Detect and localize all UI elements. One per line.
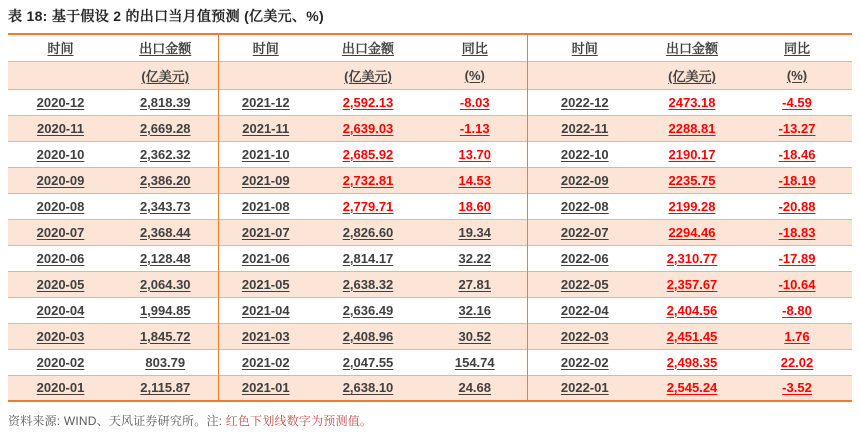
cell-amount-value: 2235.75 [668, 172, 716, 188]
cell-yoy [742, 219, 852, 245]
cell-time-value: 2022-08 [560, 198, 609, 214]
cell-yoy-value: 27.81 [458, 276, 492, 292]
cell-amount-value: 2,592.13 [342, 94, 394, 110]
cell-time-value: 2022-12 [560, 94, 609, 110]
cell-amount [642, 271, 742, 297]
cell-time [527, 141, 642, 167]
cell-time-value: 2020-11 [37, 120, 84, 136]
cell-time [527, 167, 642, 193]
cell-yoy [742, 141, 852, 167]
cell-amount-value: 2,362.32 [139, 146, 191, 162]
unit-yoy-3: (%) [742, 61, 852, 89]
header-row-labels [8, 34, 852, 61]
cell-time-value: 2022-04 [560, 302, 609, 318]
cell-amount [642, 141, 742, 167]
cell-amount-value: 2,343.73 [139, 198, 191, 214]
table-row [8, 89, 852, 115]
cell-amount-value: 2,064.30 [139, 276, 191, 292]
cell-amount [642, 375, 742, 401]
table-header [8, 34, 852, 89]
cell-yoy-value: -18.19 [778, 172, 816, 188]
cell-time-value: 2020-02 [36, 354, 85, 370]
forecast-table-body [8, 89, 852, 401]
cell-time [527, 349, 642, 375]
cell-amount [313, 193, 423, 219]
cell-time-value: 2022-09 [560, 172, 609, 188]
cell-amount [642, 245, 742, 271]
cell-yoy-value: 19.34 [458, 224, 492, 240]
cell-yoy [423, 141, 527, 167]
cell-time-value: 2021-02 [241, 354, 290, 370]
cell-yoy-value: 32.16 [458, 302, 492, 318]
cell-time [218, 323, 313, 349]
cell-yoy-value: 154.74 [454, 354, 495, 370]
table-row [8, 115, 852, 141]
cell-time [218, 245, 313, 271]
cell-amount-value: 2,818.39 [139, 94, 191, 110]
cell-time-value: 2021-01 [241, 380, 290, 396]
cell-yoy [742, 375, 852, 401]
cell-yoy-value: 22.02 [780, 354, 814, 370]
cell-amount-value: 2,386.20 [139, 172, 191, 188]
header-amount-1: 出口金额 [113, 34, 218, 61]
header-amount-2: 出口金额 [313, 34, 423, 61]
cell-time-value: 2021-09 [241, 172, 290, 188]
cell-amount-value: 2,368.44 [139, 224, 191, 240]
table-row [8, 297, 852, 323]
cell-yoy [742, 297, 852, 323]
cell-time-value: 2022-01 [560, 380, 609, 396]
cell-time-value: 2021-03 [241, 328, 290, 344]
cell-time [218, 115, 313, 141]
cell-amount [313, 349, 423, 375]
cell-yoy-value: -20.88 [778, 198, 816, 214]
cell-yoy-value: -17.89 [778, 250, 816, 266]
table-row [8, 271, 852, 297]
cell-time-value: 2022-07 [560, 224, 609, 240]
cell-time-value: 2021-05 [241, 276, 290, 292]
cell-time [527, 115, 642, 141]
cell-amount [313, 245, 423, 271]
cell-yoy-value: -3.52 [782, 380, 812, 396]
cell-yoy-value: 13.70 [458, 146, 492, 162]
cell-time-value: 2021-04 [241, 302, 290, 318]
cell-amount [642, 167, 742, 193]
unit-amount-3: (亿美元) [642, 61, 742, 89]
cell-amount-value: 2,047.55 [342, 354, 394, 370]
cell-amount [313, 271, 423, 297]
cell-yoy-value: -1.13 [459, 120, 490, 136]
cell-yoy [423, 167, 527, 193]
cell-yoy-value: 32.22 [458, 250, 492, 266]
table-row [8, 375, 852, 401]
cell-yoy [742, 271, 852, 297]
cell-time [218, 141, 313, 167]
cell-yoy-value: 24.68 [458, 380, 492, 396]
cell-time [8, 193, 113, 219]
cell-amount [313, 141, 423, 167]
cell-yoy-value: -4.59 [782, 94, 812, 110]
cell-amount [113, 89, 218, 115]
cell-yoy-value: -8.03 [459, 94, 490, 110]
cell-time [527, 89, 642, 115]
cell-amount-value: 2,498.35 [666, 354, 718, 370]
cell-time [218, 167, 313, 193]
cell-amount-value: 2,310.77 [666, 250, 718, 266]
source-text: 资料来源: WIND、天风证券研究所。注: [8, 414, 226, 428]
cell-amount-value: 2,545.24 [666, 380, 718, 396]
cell-yoy-value: 1.76 [784, 328, 810, 344]
cell-time-value: 2020-06 [36, 250, 85, 266]
cell-amount-value: 2,732.81 [342, 172, 394, 188]
cell-time-value: 2021-12 [241, 94, 290, 110]
cell-amount [113, 297, 218, 323]
cell-time-value: 2021-10 [241, 146, 290, 162]
cell-time-value: 2022-06 [560, 250, 609, 266]
cell-amount-value: 803.79 [145, 354, 186, 370]
cell-amount-value: 2,357.67 [666, 276, 718, 292]
cell-time-value: 2022-10 [560, 146, 609, 162]
cell-amount [113, 167, 218, 193]
header-time-3: 时间 [527, 34, 642, 61]
cell-time [527, 245, 642, 271]
header-yoy-2: 同比 [423, 34, 527, 61]
cell-amount-value: 2,826.60 [342, 224, 394, 240]
cell-yoy [423, 245, 527, 271]
note-text: 红色下划线数字为预测值。 [225, 414, 373, 428]
cell-yoy [423, 115, 527, 141]
cell-yoy [742, 245, 852, 271]
table-row [8, 219, 852, 245]
cell-amount [642, 89, 742, 115]
cell-amount [313, 167, 423, 193]
cell-time [527, 297, 642, 323]
cell-amount-value: 2,115.87 [140, 380, 191, 396]
cell-amount-value: 2,779.71 [342, 198, 394, 214]
cell-amount-value: 2,636.49 [342, 302, 394, 318]
cell-amount-value: 2190.17 [668, 146, 716, 162]
cell-amount-value: 2,639.03 [342, 120, 394, 136]
cell-time [218, 271, 313, 297]
cell-amount [113, 219, 218, 245]
cell-yoy-value: -18.46 [778, 146, 816, 162]
cell-amount [313, 219, 423, 245]
cell-time [8, 245, 113, 271]
cell-yoy [423, 271, 527, 297]
cell-time [218, 349, 313, 375]
unit-blank-2 [218, 61, 313, 89]
cell-time-value: 2020-08 [36, 198, 85, 214]
cell-yoy [423, 89, 527, 115]
cell-yoy-value: -8.80 [782, 302, 812, 318]
cell-time [8, 297, 113, 323]
cell-time-value: 2020-03 [36, 328, 85, 344]
cell-time-value: 2020-05 [36, 276, 85, 292]
cell-time-value: 2021-07 [241, 224, 290, 240]
header-amount-3: 出口金额 [642, 34, 742, 61]
cell-yoy [423, 349, 527, 375]
cell-amount [642, 349, 742, 375]
cell-amount-value: 2,408.96 [342, 328, 394, 344]
cell-amount-value: 2473.18 [668, 94, 716, 110]
table-title: 表 18: 基于假设 2 的出口当月值预测 (亿美元、%) [8, 8, 324, 24]
cell-yoy [742, 193, 852, 219]
cell-amount-value: 2199.28 [668, 198, 716, 214]
cell-time-value: 2022-02 [560, 354, 609, 370]
cell-amount [113, 115, 218, 141]
header-time-1: 时间 [8, 34, 113, 61]
cell-time-value: 2022-11 [561, 120, 609, 136]
cell-amount-value: 2,638.10 [342, 380, 394, 396]
cell-yoy-value: 14.53 [458, 172, 492, 188]
cell-amount [642, 323, 742, 349]
cell-amount [642, 115, 742, 141]
cell-yoy [423, 193, 527, 219]
cell-amount [113, 375, 218, 401]
cell-time [8, 349, 113, 375]
table-row [8, 141, 852, 167]
cell-time-value: 2020-04 [36, 302, 85, 318]
cell-time [8, 89, 113, 115]
cell-amount-value: 1,845.72 [139, 328, 191, 344]
cell-amount [642, 193, 742, 219]
cell-yoy [423, 297, 527, 323]
cell-amount [113, 271, 218, 297]
unit-blank-1 [8, 61, 113, 89]
cell-yoy [742, 167, 852, 193]
header-yoy-3: 同比 [742, 34, 852, 61]
cell-amount-value: 1,994.85 [139, 302, 191, 318]
cell-time [218, 219, 313, 245]
cell-yoy [742, 115, 852, 141]
cell-time-value: 2020-01 [36, 380, 85, 396]
cell-amount [113, 323, 218, 349]
cell-time [218, 375, 313, 401]
cell-time-value: 2021-06 [241, 250, 290, 266]
cell-time-value: 2020-09 [36, 172, 85, 188]
cell-amount [113, 141, 218, 167]
cell-yoy [742, 89, 852, 115]
cell-amount-value: 2,128.48 [139, 250, 191, 266]
cell-yoy [742, 323, 852, 349]
table-row [8, 193, 852, 219]
cell-yoy [423, 323, 527, 349]
cell-amount-value: 2,451.45 [666, 328, 718, 344]
cell-amount [313, 375, 423, 401]
cell-time-value: 2020-10 [36, 146, 85, 162]
cell-amount [642, 297, 742, 323]
cell-amount-value: 2,685.92 [342, 146, 394, 162]
cell-time [218, 89, 313, 115]
cell-time [8, 167, 113, 193]
cell-amount-value: 2,814.17 [342, 250, 394, 266]
cell-amount-value: 2294.46 [668, 224, 716, 240]
export-forecast-table [8, 33, 852, 402]
cell-yoy [423, 219, 527, 245]
cell-time [8, 271, 113, 297]
cell-time [8, 375, 113, 401]
cell-yoy-value: -13.27 [778, 120, 816, 136]
table-row [8, 349, 852, 375]
cell-time-value: 2022-05 [560, 276, 609, 292]
cell-time [527, 219, 642, 245]
cell-time [8, 115, 113, 141]
cell-yoy [423, 375, 527, 401]
cell-time [527, 323, 642, 349]
table-row [8, 245, 852, 271]
cell-yoy-value: -18.83 [778, 224, 816, 240]
cell-amount-value: 2288.81 [668, 120, 716, 136]
cell-amount [313, 297, 423, 323]
cell-amount [113, 349, 218, 375]
cell-time-value: 2021-11 [242, 120, 290, 136]
cell-amount-value: 2,669.28 [139, 120, 191, 136]
cell-amount [313, 89, 423, 115]
cell-time-value: 2022-03 [560, 328, 609, 344]
cell-time [8, 323, 113, 349]
cell-time-value: 2020-12 [36, 94, 85, 110]
table-row [8, 167, 852, 193]
header-row-units [8, 61, 852, 89]
cell-amount [313, 115, 423, 141]
cell-time-value: 2020-07 [36, 224, 85, 240]
cell-amount [642, 219, 742, 245]
cell-amount-value: 2,404.56 [666, 302, 718, 318]
table-row [8, 323, 852, 349]
cell-amount [113, 245, 218, 271]
cell-time [527, 375, 642, 401]
cell-time [527, 271, 642, 297]
cell-time-value: 2021-08 [241, 198, 290, 214]
header-time-2: 时间 [218, 34, 313, 61]
cell-yoy-value: 18.60 [458, 198, 492, 214]
cell-yoy-value: 30.52 [458, 328, 492, 344]
unit-yoy-2: (%) [423, 61, 527, 89]
cell-time [527, 193, 642, 219]
unit-blank-3 [527, 61, 642, 89]
cell-amount [313, 323, 423, 349]
cell-time [8, 141, 113, 167]
source-note [8, 412, 852, 429]
cell-amount-value: 2,638.32 [342, 276, 394, 292]
cell-yoy [742, 349, 852, 375]
cell-time [218, 193, 313, 219]
unit-amount-2: (亿美元) [313, 61, 423, 89]
cell-time [8, 219, 113, 245]
cell-amount [113, 193, 218, 219]
unit-amount-1: (亿美元) [113, 61, 218, 89]
cell-yoy-value: -10.64 [778, 276, 816, 292]
cell-time [218, 297, 313, 323]
